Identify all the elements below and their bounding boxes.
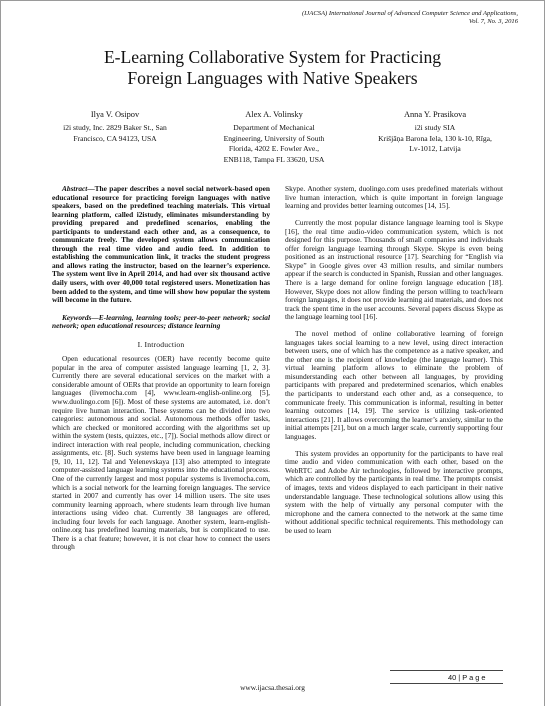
footer-url: www.ijacsa.thesai.org [240, 683, 305, 692]
author-name: Ilya V. Osipov [90, 110, 140, 119]
author-affiliation: ENB118, Tampa FL 33620, USA [223, 154, 325, 164]
left-column [52, 185, 270, 552]
right-column [285, 185, 503, 535]
author-affiliation: Krišjāņa Barona Iela, 130 k-10, Rīga, [378, 133, 492, 143]
abstract [52, 185, 270, 305]
author-2 [204, 110, 344, 165]
page-border-top [0, 0, 545, 1]
author-affiliation: Florida, 4202 E. Fowler Ave., [228, 144, 320, 154]
body-paragraph: Currently the most popular distance language learning tool is Skype [16], the real time audio-video communication system, which is not designed for this purpose. Thousands of small companies and individuals offer foreign language learning through Skype. Skype is even being positioned as an instructional resource [17]. Searching for “English via Skype” in Google gives over 43 million results, and similar numbers appear if the search is conducted in Spanish, Russian and other languages. There is a large demand for online foreign language education [18]. However, Skype does not allow finding the person willing to teach/learn foreign languages, it does not provide learning aid materials, and does not track the spent time in the user accounts. Several papers discuss Skype as the language learning tool [16]. [285, 218, 504, 322]
author-affiliation: Department of Mechanical [233, 123, 315, 133]
author-affiliation: Lv-1012, Latvija [409, 144, 461, 154]
body-paragraph: The novel method of online collaborative learning of foreign languages takes social learning to a new level, using direct interaction between users, one of which has the competence as a native speaker, and the other one is the recipient of knowledge (the language learner). This virtual learning platform allows to eliminate the problem of misunderstanding each other between all languages, by providing participants with prepared and predetermined scenarios, which enables the participants to understand each other and, as a consequence, to communicate freely. This communication is informal, resulting in better learning outcomes [14, 19]. The service is utilizing task-oriented interactions [21]. It allows overcoming the learner’s anxiety, similar to the initial attempts [21], but on a much larger scale, currently supporting four languages. [285, 329, 504, 441]
page-border-left [0, 0, 1, 706]
body-paragraph: Skype. Another system, duolingo.com uses predefined materials without live human interaction, which is quite important in foreign language learning and provides better learning outcomes [14, 15]. [285, 184, 503, 211]
author-3 [360, 110, 510, 155]
keywords: Keywords—E-learning, learning tools; peer-to-peer network; social network; open educational resources; distance learning [52, 312, 270, 331]
paper-title [40, 47, 505, 89]
section-heading-introduction: I. Introduction [137, 339, 185, 349]
paper-title-line2: Foreign Languages with Native Speakers [127, 68, 418, 88]
journal-header-line1: (IJACSA) International Journal of Advanced Computer Science and Applications, [301, 10, 518, 17]
author-affiliation: i2i study SIA [414, 123, 456, 133]
journal-header-line2: Vol. 7, No. 3, 2016 [468, 18, 518, 25]
author-affiliation: Engineering, University of South [223, 133, 325, 143]
body-paragraph: Open educational resources (OER) have recently become quite popular in the area of computer assisted language learning [1, 2, 3]. Currently there are several educational services on the market with a considerable amount of OERs that provide an opportunity to learn foreign languages (livemocha.com [4], www.learn-english-online.org [5], www.duolingo.com [6]). Most of these systems are automated, i.e. don’t require live human interaction. These systems can be divided into two categories: autonomous and social. Autonomous methods offer tasks, which are checked or monitored according with the algorithms set up within the system (tests, quizzes, etc., [7]). Social methods allow direct or indirect interaction with real people, including communication, checking assignments, etc. [8]. Such systems have been used in language learning [9, 10, 11, 12]. Tal and Yelenevskaya [13] also attempted to integrate computer-assisted language learning systems into the educational process. One of the currently largest and most popular systems is livemocha.com, which is a social network for the learning foreign languages. The service started in 2007 and currently has over 14 million users. The site uses community learning approach, where students learn through live human interactions using video chat. Currently 38 languages are offered, including four levels for each language. Another system, learn-english-online.org has predefined learning materials, but is complicated to use. There is a chat feature; however, it is not clear how to connect the users through [52, 354, 270, 552]
footer-rule-top [390, 670, 503, 671]
body-paragraph: This system provides an opportunity for the participants to have real time audio and video communication with each other, based on the WebRTC and Adobe Air technologies, followed by interactive prompts, which are controlled by the participants in real time. The prompts consist of images, texts and videos displayed to each participant in their native understandable language. These technological solutions allow using this system with the help of virtually any personal computer with the microphone and the camera connected to the network at the same time without additional specific technical requirements. This methodology can be used to learn [285, 448, 503, 535]
author-affiliation: Francisco, CA 94123, USA [73, 133, 157, 143]
author-affiliation: i2i study, Inc. 2829 Baker St., San [63, 123, 167, 133]
author-name: Anna Y. Prasikova [403, 110, 467, 119]
abstract-lead: Abstract [62, 184, 88, 193]
author-1 [40, 110, 190, 144]
abstract-body: —The paper describes a novel social network-based open educational resource for practicing foreign languages with native speakers, based on the predefined teaching materials. This virtual learning platform, called i2istudy, eliminates misunderstanding by providing prepared and predefined scenarios, enabling the participants to understand each other and, as a consequence, to communicate freely. The developed system allows communication through the real time video and audio feed. In addition to establishing the communication link, it tracks the student progress and allows rating the instructor, based on the learner’s experience. The system went live in April 2014, and had over six thousand active daily users, with over 40,000 total registered users. Monetization has been added to the system, and time will show how popular the system will become in the future. [52, 184, 270, 305]
paper-title-line1: E-Learning Collaborative System for Practicing [103, 47, 442, 67]
author-name: Alex A. Volinsky [245, 110, 303, 119]
journal-header [218, 10, 518, 26]
page-number: 40 | P a g e [448, 673, 486, 682]
